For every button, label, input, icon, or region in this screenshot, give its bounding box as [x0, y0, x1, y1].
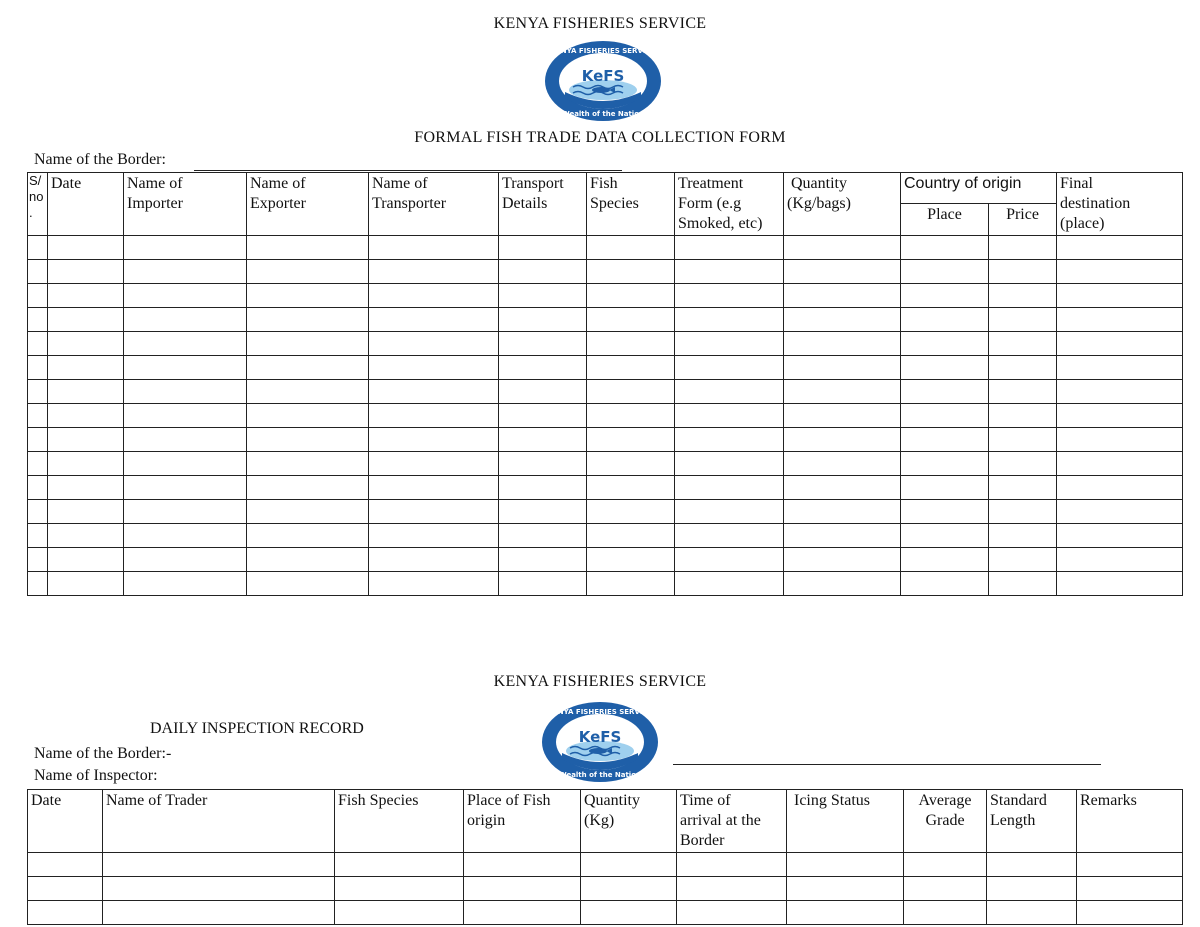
- entry-cell[interactable]: [587, 236, 675, 260]
- entry-cell[interactable]: [48, 572, 124, 596]
- entry-cell[interactable]: [28, 236, 48, 260]
- table-row: [28, 877, 1183, 901]
- entry-cell[interactable]: [28, 572, 48, 596]
- entry-cell[interactable]: [499, 236, 587, 260]
- entry-cell[interactable]: [989, 428, 1057, 452]
- entry-cell[interactable]: [989, 500, 1057, 524]
- entry-cell[interactable]: [675, 452, 784, 476]
- entry-cell[interactable]: [369, 476, 499, 500]
- logo-acronym: KeFS: [581, 67, 625, 85]
- entry-cell[interactable]: [904, 877, 987, 901]
- entry-cell[interactable]: [124, 236, 247, 260]
- entry-cell[interactable]: [901, 236, 989, 260]
- entry-cell[interactable]: [784, 428, 901, 452]
- kefs-logo-2: [540, 701, 660, 783]
- entry-cell[interactable]: [103, 853, 335, 877]
- entry-cell[interactable]: [48, 428, 124, 452]
- col2-average-grade: Average Grade: [904, 790, 987, 853]
- entry-cell[interactable]: [369, 380, 499, 404]
- entry-cell[interactable]: [499, 524, 587, 548]
- entry-cell[interactable]: [124, 356, 247, 380]
- col-date: Date: [48, 173, 124, 236]
- entry-cell[interactable]: [369, 332, 499, 356]
- entry-cell[interactable]: [335, 853, 464, 877]
- entry-cell[interactable]: [369, 572, 499, 596]
- entry-cell[interactable]: [989, 452, 1057, 476]
- table-row: [28, 404, 1183, 428]
- entry-cell[interactable]: [784, 236, 901, 260]
- entry-cell[interactable]: [1057, 308, 1183, 332]
- entry-cell[interactable]: [587, 452, 675, 476]
- inspection-table: [27, 789, 1183, 925]
- entry-cell[interactable]: [587, 476, 675, 500]
- entry-cell[interactable]: [587, 308, 675, 332]
- col-exporter: Name of Exporter: [247, 173, 369, 236]
- entry-cell[interactable]: [499, 260, 587, 284]
- entry-cell[interactable]: [1077, 901, 1183, 925]
- entry-cell[interactable]: [784, 284, 901, 308]
- logo-ring-text-2: KENYA FISHERIES SERVICE: [547, 708, 653, 716]
- entry-cell[interactable]: [28, 877, 103, 901]
- entry-cell[interactable]: [28, 500, 48, 524]
- col2-remarks: Remarks: [1077, 790, 1183, 853]
- entry-cell[interactable]: [675, 404, 784, 428]
- col2-place-of-origin: Place of Fish origin: [464, 790, 581, 853]
- entry-cell[interactable]: [787, 853, 904, 877]
- entry-cell[interactable]: [369, 236, 499, 260]
- entry-cell[interactable]: [1057, 284, 1183, 308]
- entry-cell[interactable]: [675, 308, 784, 332]
- entry-cell[interactable]: [901, 428, 989, 452]
- table-row: [28, 236, 1183, 260]
- entry-cell[interactable]: [901, 524, 989, 548]
- entry-cell[interactable]: [28, 356, 48, 380]
- form2-border-field[interactable]: [673, 764, 1101, 765]
- entry-cell[interactable]: [247, 236, 369, 260]
- entry-cell[interactable]: [499, 452, 587, 476]
- entry-cell[interactable]: [581, 877, 677, 901]
- col-importer: Name of Importer: [124, 173, 247, 236]
- entry-cell[interactable]: [1057, 476, 1183, 500]
- entry-cell[interactable]: [247, 284, 369, 308]
- entry-cell[interactable]: [989, 332, 1057, 356]
- col2-trader: Name of Trader: [103, 790, 335, 853]
- entry-cell[interactable]: [247, 404, 369, 428]
- entry-cell[interactable]: [784, 332, 901, 356]
- col-place: Place: [901, 203, 989, 235]
- entry-cell[interactable]: [901, 572, 989, 596]
- entry-cell[interactable]: [499, 548, 587, 572]
- form1-border-line: [34, 151, 634, 169]
- entry-cell[interactable]: [28, 404, 48, 428]
- entry-cell[interactable]: [369, 452, 499, 476]
- entry-cell[interactable]: [48, 404, 124, 428]
- col-treatment: Treatment Form (e.g Smoked, etc): [675, 173, 784, 236]
- entry-cell[interactable]: [247, 476, 369, 500]
- entry-cell[interactable]: [48, 380, 124, 404]
- entry-cell[interactable]: [901, 356, 989, 380]
- entry-cell[interactable]: [48, 548, 124, 572]
- entry-cell[interactable]: [677, 853, 787, 877]
- entry-cell[interactable]: [48, 500, 124, 524]
- border-name-label: Name of the Border:: [34, 151, 166, 168]
- entry-cell[interactable]: [369, 260, 499, 284]
- entry-cell[interactable]: [784, 380, 901, 404]
- entry-cell[interactable]: [587, 380, 675, 404]
- form1-agency-heading: KENYA FISHERIES SERVICE: [493, 15, 707, 32]
- entry-cell[interactable]: [989, 380, 1057, 404]
- col-sno: S/ no .: [28, 173, 48, 236]
- entry-cell[interactable]: [587, 284, 675, 308]
- entry-cell[interactable]: [675, 476, 784, 500]
- entry-cell[interactable]: [499, 476, 587, 500]
- entry-cell[interactable]: [989, 356, 1057, 380]
- entry-cell[interactable]: [499, 428, 587, 452]
- col2-arrival-time: Time of arrival at the Border: [677, 790, 787, 853]
- entry-cell[interactable]: [335, 877, 464, 901]
- col-transport-details: Transport Details: [499, 173, 587, 236]
- table-row: [28, 500, 1183, 524]
- form2-title: DAILY INSPECTION RECORD: [150, 720, 364, 737]
- entry-cell[interactable]: [28, 380, 48, 404]
- entry-cell[interactable]: [124, 452, 247, 476]
- entry-cell[interactable]: [28, 476, 48, 500]
- entry-cell[interactable]: [587, 356, 675, 380]
- form2-inspector-label: Name of Inspector:: [34, 767, 158, 784]
- table-header-row: [28, 173, 1183, 204]
- table-row: [28, 452, 1183, 476]
- col2-standard-length: Standard Length: [987, 790, 1077, 853]
- col2-quantity: Quantity (Kg): [581, 790, 677, 853]
- table-row: [28, 853, 1183, 877]
- entry-cell[interactable]: [48, 284, 124, 308]
- entry-cell[interactable]: [247, 308, 369, 332]
- entry-cell[interactable]: [369, 428, 499, 452]
- col2-date: Date: [28, 790, 103, 853]
- entry-cell[interactable]: [784, 452, 901, 476]
- table-row: [28, 901, 1183, 925]
- table-row: [28, 260, 1183, 284]
- entry-cell[interactable]: [677, 877, 787, 901]
- entry-cell[interactable]: [1077, 853, 1183, 877]
- entry-cell[interactable]: [784, 572, 901, 596]
- entry-cell[interactable]: [499, 308, 587, 332]
- entry-cell[interactable]: [1057, 500, 1183, 524]
- entry-cell[interactable]: [369, 308, 499, 332]
- entry-cell[interactable]: [464, 901, 581, 925]
- col-quantity: Quantity (Kg/bags): [784, 173, 901, 236]
- entry-cell[interactable]: [499, 332, 587, 356]
- entry-cell[interactable]: [499, 572, 587, 596]
- logo-motto-2: Wealth of the Nation: [558, 771, 642, 779]
- col2-icing-status: Icing Status: [787, 790, 904, 853]
- entry-cell[interactable]: [901, 260, 989, 284]
- entry-cell[interactable]: [904, 853, 987, 877]
- entry-cell[interactable]: [581, 901, 677, 925]
- entry-cell[interactable]: [675, 332, 784, 356]
- col2-fish-species: Fish Species: [335, 790, 464, 853]
- entry-cell[interactable]: [1057, 380, 1183, 404]
- table-row: [28, 356, 1183, 380]
- table-row: [28, 476, 1183, 500]
- entry-cell[interactable]: [48, 260, 124, 284]
- entry-cell[interactable]: [48, 308, 124, 332]
- logo-acronym-2: KeFS: [578, 728, 622, 746]
- entry-cell[interactable]: [28, 332, 48, 356]
- entry-cell[interactable]: [1057, 572, 1183, 596]
- entry-cell[interactable]: [1057, 404, 1183, 428]
- table-row: [28, 380, 1183, 404]
- entry-cell[interactable]: [247, 332, 369, 356]
- entry-cell[interactable]: [247, 260, 369, 284]
- entry-cell[interactable]: [48, 356, 124, 380]
- table-row: [28, 284, 1183, 308]
- entry-cell[interactable]: [987, 853, 1077, 877]
- entry-cell[interactable]: [587, 548, 675, 572]
- entry-cell[interactable]: [675, 428, 784, 452]
- entry-cell[interactable]: [587, 500, 675, 524]
- entry-cell[interactable]: [989, 548, 1057, 572]
- entry-cell[interactable]: [1057, 524, 1183, 548]
- entry-cell[interactable]: [989, 284, 1057, 308]
- entry-cell[interactable]: [103, 877, 335, 901]
- entry-cell[interactable]: [587, 260, 675, 284]
- entry-cell[interactable]: [989, 404, 1057, 428]
- entry-cell[interactable]: [901, 452, 989, 476]
- entry-cell[interactable]: [1057, 332, 1183, 356]
- entry-cell[interactable]: [784, 500, 901, 524]
- entry-cell[interactable]: [901, 308, 989, 332]
- entry-cell[interactable]: [369, 284, 499, 308]
- table-row: [28, 308, 1183, 332]
- entry-cell[interactable]: [675, 500, 784, 524]
- entry-cell[interactable]: [369, 500, 499, 524]
- entry-cell[interactable]: [124, 476, 247, 500]
- entry-cell[interactable]: [28, 260, 48, 284]
- entry-cell[interactable]: [989, 572, 1057, 596]
- entry-cell[interactable]: [675, 548, 784, 572]
- entry-cell[interactable]: [48, 476, 124, 500]
- entry-cell[interactable]: [901, 332, 989, 356]
- entry-cell[interactable]: [464, 853, 581, 877]
- entry-cell[interactable]: [587, 404, 675, 428]
- entry-cell[interactable]: [48, 236, 124, 260]
- entry-cell[interactable]: [581, 853, 677, 877]
- entry-cell[interactable]: [784, 356, 901, 380]
- entry-cell[interactable]: [124, 572, 247, 596]
- entry-cell[interactable]: [1057, 452, 1183, 476]
- entry-cell[interactable]: [103, 901, 335, 925]
- trade-data-table: [27, 172, 1183, 596]
- entry-cell[interactable]: [1057, 428, 1183, 452]
- entry-cell[interactable]: [784, 404, 901, 428]
- entry-cell[interactable]: [124, 548, 247, 572]
- col-final-destination: Final destination (place): [1057, 173, 1183, 236]
- entry-cell[interactable]: [1057, 356, 1183, 380]
- entry-cell[interactable]: [28, 901, 103, 925]
- entry-cell[interactable]: [784, 476, 901, 500]
- entry-cell[interactable]: [989, 476, 1057, 500]
- entry-cell[interactable]: [247, 380, 369, 404]
- entry-cell[interactable]: [675, 572, 784, 596]
- entry-cell[interactable]: [989, 524, 1057, 548]
- entry-cell[interactable]: [369, 524, 499, 548]
- entry-cell[interactable]: [124, 524, 247, 548]
- entry-cell[interactable]: [124, 404, 247, 428]
- entry-cell[interactable]: [124, 428, 247, 452]
- entry-cell[interactable]: [587, 524, 675, 548]
- entry-cell[interactable]: [987, 901, 1077, 925]
- entry-cell[interactable]: [675, 284, 784, 308]
- entry-cell[interactable]: [124, 332, 247, 356]
- entry-cell[interactable]: [28, 853, 103, 877]
- col-fish-species: Fish Species: [587, 173, 675, 236]
- entry-cell[interactable]: [369, 404, 499, 428]
- entry-cell[interactable]: [675, 524, 784, 548]
- entry-cell[interactable]: [247, 452, 369, 476]
- form1-title: FORMAL FISH TRADE DATA COLLECTION FORM: [414, 129, 786, 146]
- entry-cell[interactable]: [1057, 260, 1183, 284]
- border-name-field[interactable]: [194, 170, 622, 171]
- entry-cell[interactable]: [28, 308, 48, 332]
- entry-cell[interactable]: [1057, 548, 1183, 572]
- table-row: [28, 332, 1183, 356]
- entry-cell[interactable]: [369, 548, 499, 572]
- form2-agency-heading: KENYA FISHERIES SERVICE: [493, 673, 707, 690]
- logo-motto: Wealth of the Nation: [561, 110, 645, 118]
- entry-cell[interactable]: [124, 308, 247, 332]
- entry-cell[interactable]: [499, 380, 587, 404]
- entry-cell[interactable]: [247, 356, 369, 380]
- entry-cell[interactable]: [28, 284, 48, 308]
- entry-cell[interactable]: [464, 877, 581, 901]
- entry-cell[interactable]: [48, 452, 124, 476]
- kefs-logo: [543, 40, 663, 122]
- entry-cell[interactable]: [787, 901, 904, 925]
- entry-cell[interactable]: [247, 572, 369, 596]
- entry-cell[interactable]: [28, 428, 48, 452]
- entry-cell[interactable]: [675, 380, 784, 404]
- entry-cell[interactable]: [124, 284, 247, 308]
- entry-cell[interactable]: [784, 260, 901, 284]
- entry-cell[interactable]: [499, 356, 587, 380]
- table-row: [28, 572, 1183, 596]
- col-country-of-origin: Country of origin: [901, 173, 1057, 204]
- entry-cell[interactable]: [675, 236, 784, 260]
- entry-cell[interactable]: [247, 524, 369, 548]
- entry-cell[interactable]: [1077, 877, 1183, 901]
- entry-cell[interactable]: [369, 356, 499, 380]
- entry-cell[interactable]: [784, 548, 901, 572]
- entry-cell[interactable]: [499, 284, 587, 308]
- entry-cell[interactable]: [784, 308, 901, 332]
- entry-cell[interactable]: [901, 476, 989, 500]
- entry-cell[interactable]: [901, 284, 989, 308]
- entry-cell[interactable]: [901, 500, 989, 524]
- table-row: [28, 428, 1183, 452]
- table-row: [28, 524, 1183, 548]
- form2-border-label: Name of the Border:-: [34, 745, 172, 762]
- logo-ring-text: KENYA FISHERIES SERVICE: [550, 47, 656, 55]
- entry-cell[interactable]: [48, 332, 124, 356]
- entry-cell[interactable]: [28, 524, 48, 548]
- entry-cell[interactable]: [901, 404, 989, 428]
- entry-cell[interactable]: [989, 260, 1057, 284]
- entry-cell[interactable]: [28, 452, 48, 476]
- entry-cell[interactable]: [675, 260, 784, 284]
- entry-cell[interactable]: [28, 548, 48, 572]
- entry-cell[interactable]: [989, 236, 1057, 260]
- table-row: [28, 548, 1183, 572]
- entry-cell[interactable]: [247, 428, 369, 452]
- entry-cell[interactable]: [904, 901, 987, 925]
- entry-cell[interactable]: [989, 308, 1057, 332]
- entry-cell[interactable]: [587, 428, 675, 452]
- entry-cell[interactable]: [124, 260, 247, 284]
- col-transporter: Name of Transporter: [369, 173, 499, 236]
- entry-cell[interactable]: [677, 901, 787, 925]
- entry-cell[interactable]: [587, 332, 675, 356]
- entry-cell[interactable]: [124, 380, 247, 404]
- entry-cell[interactable]: [787, 877, 904, 901]
- entry-cell[interactable]: [784, 524, 901, 548]
- entry-cell[interactable]: [48, 524, 124, 548]
- entry-cell[interactable]: [1057, 236, 1183, 260]
- entry-cell[interactable]: [247, 548, 369, 572]
- entry-cell[interactable]: [901, 380, 989, 404]
- entry-cell[interactable]: [124, 500, 247, 524]
- entry-cell[interactable]: [587, 572, 675, 596]
- entry-cell[interactable]: [901, 548, 989, 572]
- entry-cell[interactable]: [499, 500, 587, 524]
- entry-cell[interactable]: [335, 901, 464, 925]
- entry-cell[interactable]: [987, 877, 1077, 901]
- inspection-header-row: [28, 790, 1183, 853]
- col-price: Price: [989, 203, 1057, 235]
- entry-cell[interactable]: [247, 500, 369, 524]
- entry-cell[interactable]: [499, 404, 587, 428]
- entry-cell[interactable]: [675, 356, 784, 380]
